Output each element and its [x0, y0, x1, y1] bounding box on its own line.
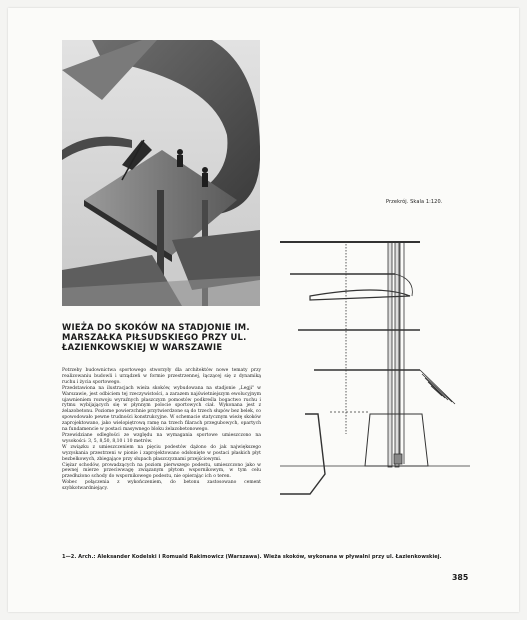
article-paragraph: Przedstawiona na ilustracjach wieża skoków, wybudowana na stadjonie „Legji" w Warszawie, jest odbiciem tej rzeczywistości, a zarazem najświetniejszym ewolucyjnym ujawnieniem rozwoju wyraźnych płaszczyzn pomostów podkreśla bogactwo ruchu i rytmu wybijających się w płynnym polocie sportowych ciał. Wykonana jest z żelazobetonu. Poziome powierzchnie przytwierdzone są do trzech słupów bez belek, co spowodowało pewne trudności konstrukcyjne. W schemacie statycznym wieżę skoków zaprojektowano, jako wielopiętrową ramę na trzech filarach przegubowych, opartych na fundamencie w postaci masywnego bloku żelazobetonowego. — [62, 385, 261, 433]
figure-caption: 1—2. Arch.: Aleksander Kodelski i Romuald Rakimowicz (Warszawa). Wieża skoków, wykonana w pływalni przy ul. Łazienkowskiej. — [62, 554, 442, 560]
article-paragraph: Wobec połączenia z wykończeniem, do betonu zastosowano cement szybkotwardniejący. — [62, 480, 261, 492]
article-paragraph: W związku z umieszczeniem na pięciu podestów dążono do jak największego wyzyskania przestrzeni w pionie i zaprojektowano odsłonięte w postaci płaskich płyt bezbelkowych, zbiegające przy słupach płaszczyznami przejściowymi. — [62, 444, 261, 462]
section-drawing-caption: Przekrój. Skala 1:120. — [386, 199, 443, 205]
article-paragraph: Przewidziane odległości ze względu na wymagania sportowe umieszczono na wysokości: 3, 5, 8,50, 8,10 i 10 metrów. — [62, 432, 261, 444]
article-body — [62, 368, 261, 492]
article-paragraph: Ciężar schodów, prowadzących na poziom pierwszego podestu, umieszczono jako w pewnej mierze przeciwwagę związanym płytom wspornikowym, w tym celu przedłużono schody do wspornikowego podestu, nie opierając ich o teren. — [62, 462, 261, 480]
tower-photograph — [62, 40, 260, 306]
article-title: WIEŻA DO SKOKÓW NA STADJONIE IM. MARSZAŁKA PIŁSUDSKIEGO PRZY UL. ŁAZIENKOWSKIEJ W WARSZAWIE — [62, 322, 250, 353]
section-drawing — [270, 234, 470, 502]
article-paragraph: Potrzeby budownictwa sportowego stworzyły dla architektów nowe tematy przy realizowaniu budowli i urządzeń w formie przestrzennej, łączącej się z dynamiką ruchu i życia sportowego. — [62, 368, 261, 385]
page-number: 385 — [452, 573, 469, 582]
